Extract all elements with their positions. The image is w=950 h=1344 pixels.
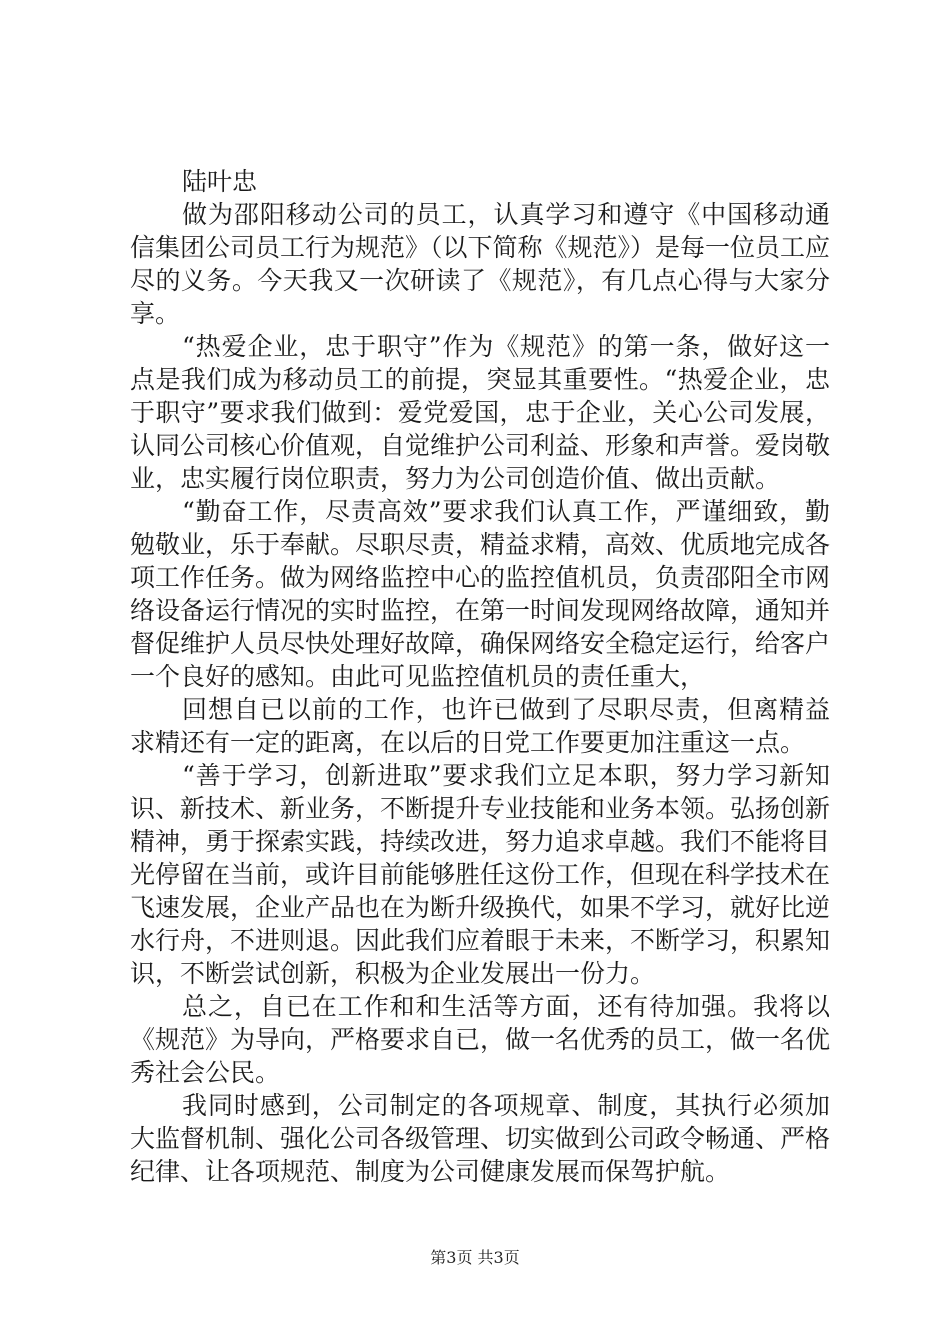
author-name: 陆叶忠 [182,167,258,196]
paragraph-learning-innovation: “善于学习，创新进取”要求我们立足本职，努力学习新知识、新技术、新业务，不断提升专业技能和业务本领。弘扬创新精神，勇于探索实践，持续改进，努力追求卓越。我们不能将目光停留在当前，或许目前能够胜任这份工作，但现在科学技术在飞速发展，企业产品也在为断升级换代，如果不学习，就好比逆水行舟，不进则退。因此我们应着眼于未来，不断学习，积累知识，不断尝试创新，积极为企业发展出一份力。 [130,761,831,988]
paragraph-love-enterprise: “热爱企业，忠于职守”作为《规范》的第一条，做好这一点是我们成为移动员工的前提，突显其重要性。“热爱企业，忠于职守”要求我们做到：爱党爱国，忠于企业，关心公司发展，认同公司核心价值观，自觉维护公司利益、形象和声誉。爱岗敬业，忠实履行岗位职责，努力为公司创造价值、做出贡献。 [130,332,831,493]
paragraph-diligent-work: “勤奋工作，尽责高效”要求我们认真工作，严谨细致，勤勉敬业，乐于奉献。尽职尽责，精益求精，高效、优质地完成各项工作任务。做为网络监控中心的监控值机员，负责邵阳全市网络设备运行情况的实时监控，在第一时间发现网络故障，通知并督促维护人员尽快处理好故障，确保网络安全稳定运行，给客户一个良好的感知。由此可见监控值机员的责任重大， [130,497,831,691]
paragraph-closing: 我同时感到，公司制定的各项规章、制度，其执行必须加大监督机制、强化公司各级管理、切实做到公司政令畅通、严格纪律、让各项规范、制度为公司健康发展而保驾护航。 [130,1091,831,1186]
paragraph-intro: 做为邵阳移动公司的员工，认真学习和遵守《中国移动通信集团公司员工行为规范》（以下简称《规范》）是每一位员工应尽的义务。今天我又一次研读了《规范》，有几点心得与大家分享。 [130,200,831,328]
document-body [130,165,830,1188]
paragraph-summary: 总之，自已在工作和和生活等方面，还有待加强。我将以《规范》为导向，严格要求自已，做一名优秀的员工，做一名优秀社会公民。 [130,992,831,1087]
paragraph-reflection: 回想自已以前的工作，也许已做到了尽职尽责，但离精益求精还有一定的距离，在以后的日党工作要更加注重这一点。 [130,695,830,757]
page-number-footer: 第3页 共3页 [430,1248,520,1267]
